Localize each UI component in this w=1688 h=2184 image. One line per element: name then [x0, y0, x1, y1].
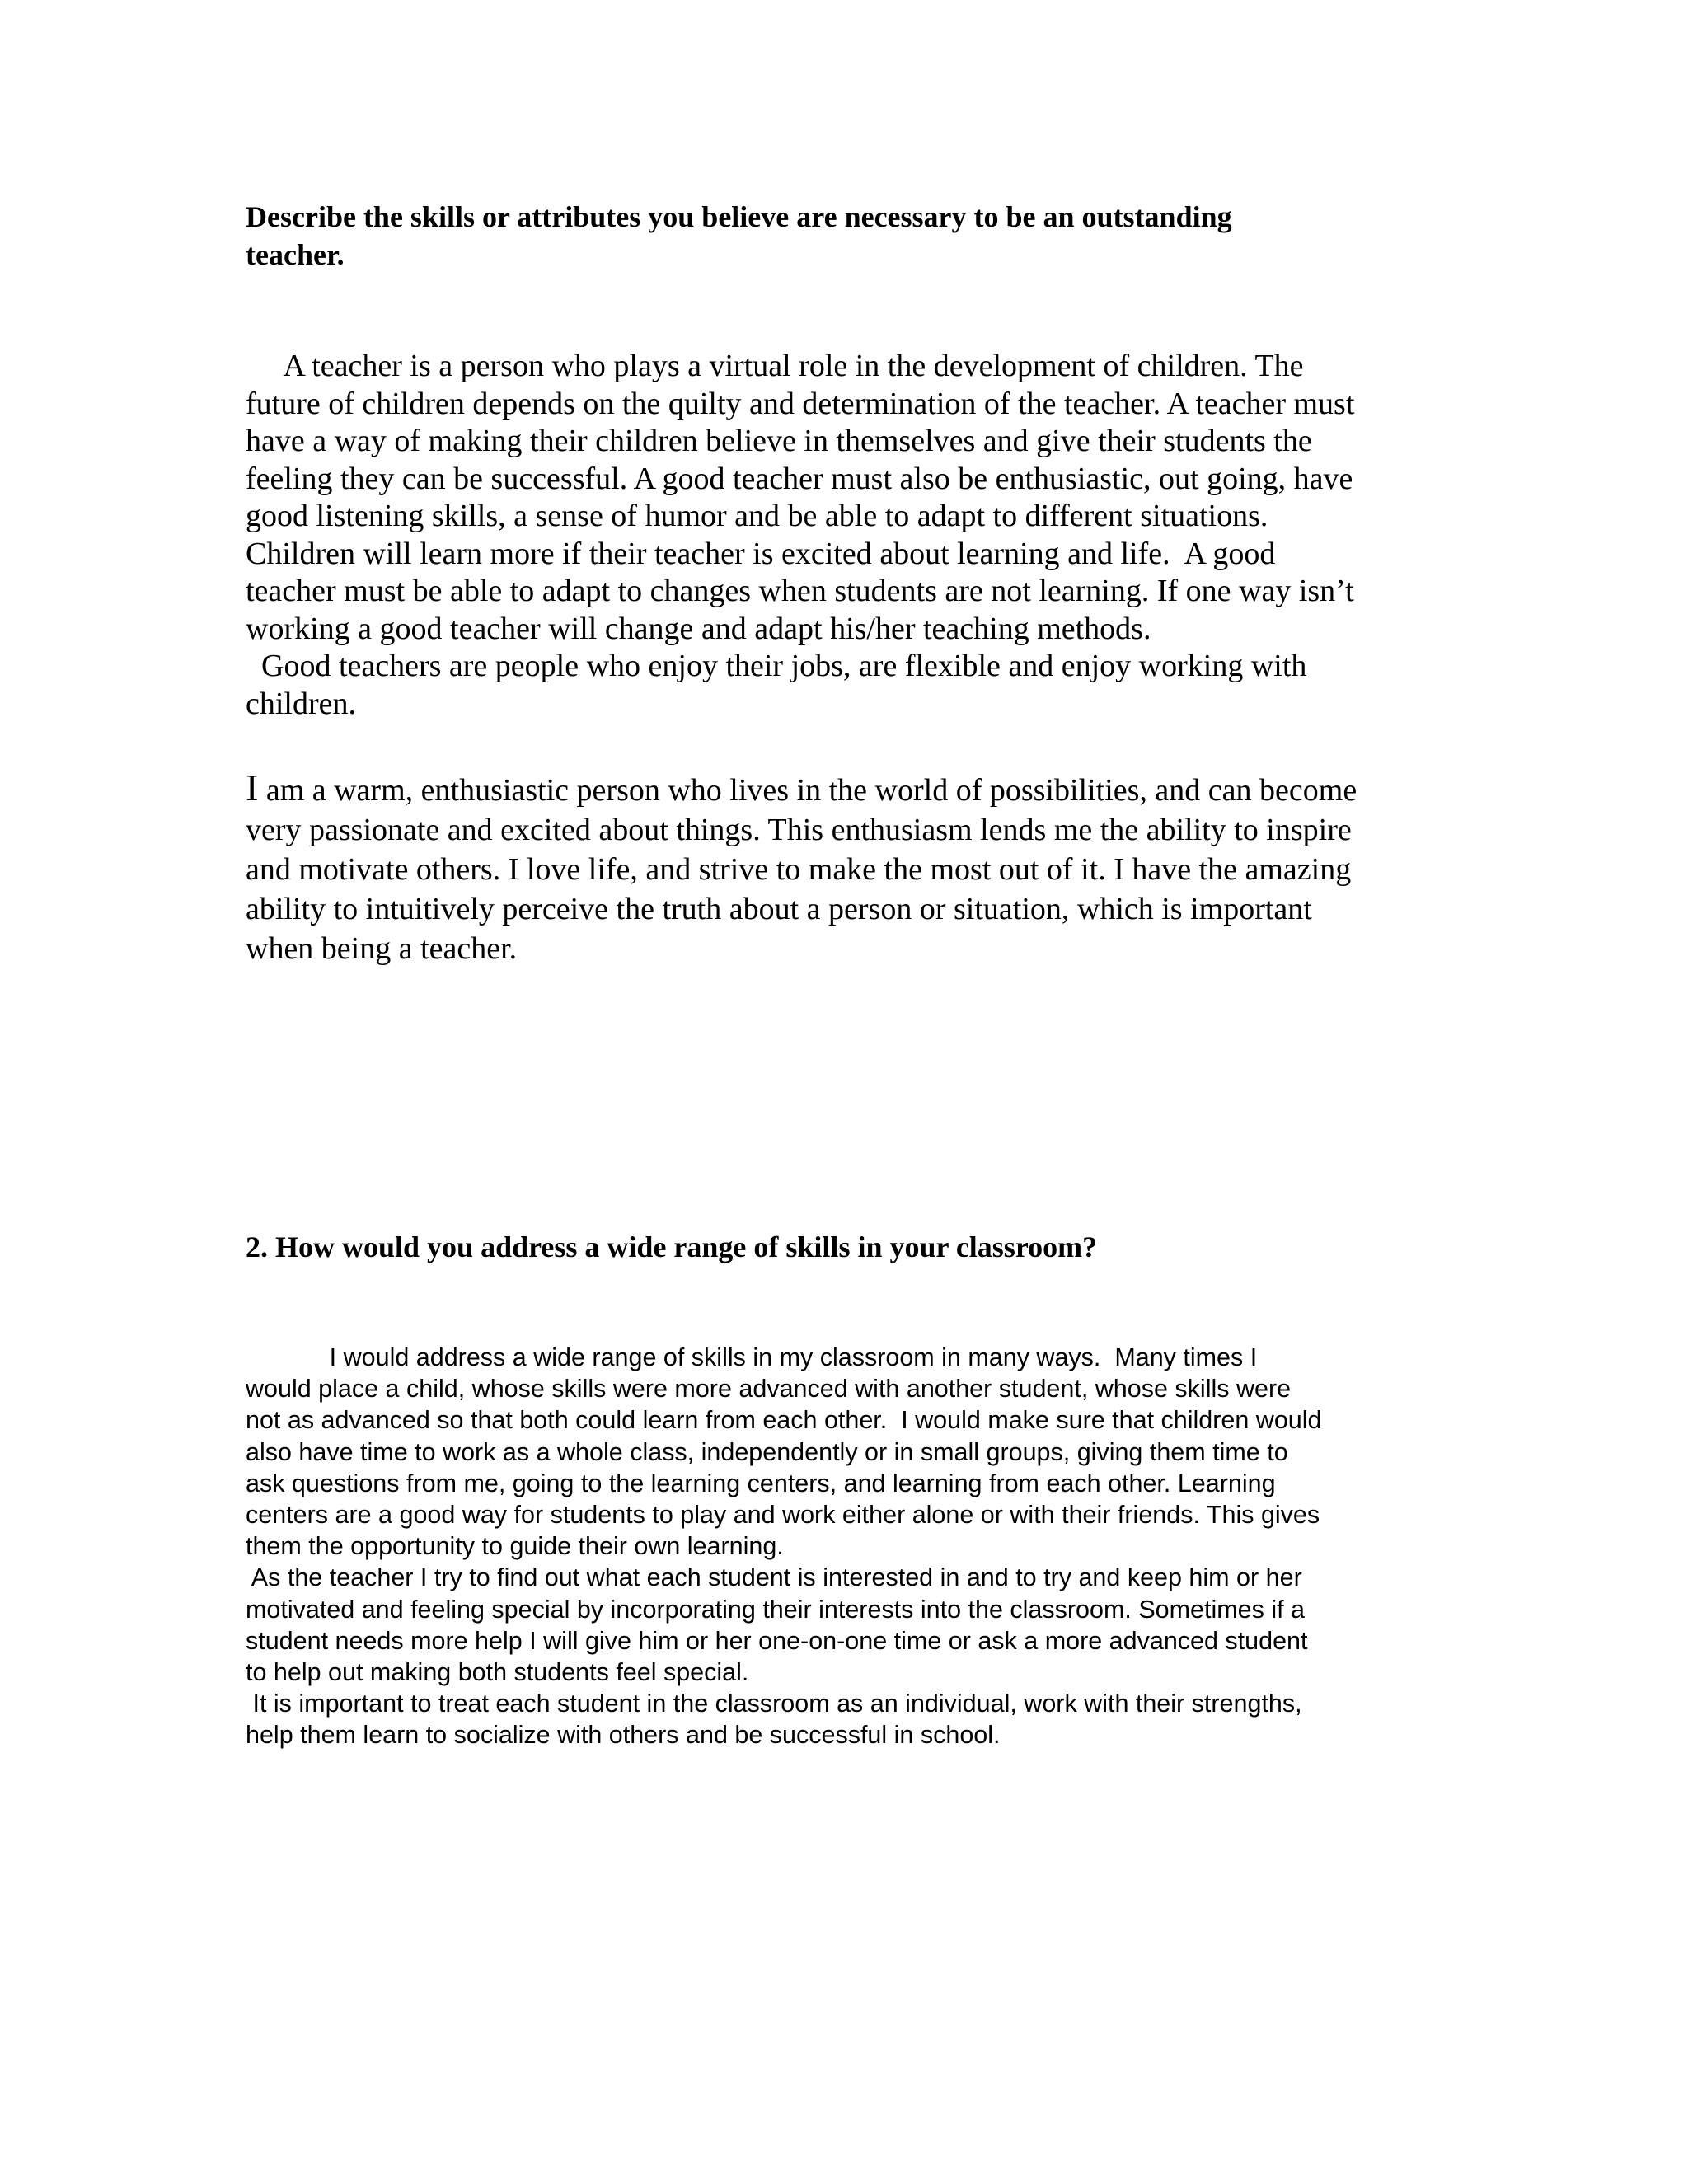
drop-letter: I: [246, 766, 259, 808]
paragraph-line: help them learn to socialize with others and be successful in school.: [246, 1721, 1001, 1750]
paragraph-line: Children will learn more if their teacher is excited about learning and life. A good: [246, 536, 1276, 571]
paragraph-line: It is important to treat each student in the classroom as an individual, work with their strengths,: [246, 1690, 1302, 1718]
paragraph-line: children.: [246, 686, 357, 721]
question-1-answer-paragraph-1: [246, 348, 1424, 723]
paragraph-line: feeling they can be successful. A good teacher must also be enthusiastic, out going, have: [246, 461, 1353, 496]
paragraph-line: As the teacher I try to find out what each student is interested in and to try and keep him or her: [246, 1563, 1302, 1592]
paragraph-line: not as advanced so that both could learn from each other. I would make sure that children would: [246, 1406, 1322, 1435]
paragraph-line: [246, 768, 1424, 810]
question-1-answer-paragraph-2: [246, 768, 1424, 968]
paragraph-line-text: am a warm, enthusiastic person who lives in the world of possibilities, and can become: [258, 773, 1357, 808]
paragraph-line: have a way of making their children believe in themselves and give their students the: [246, 424, 1312, 458]
paragraph-line: centers are a good way for students to play and work either alone or with their friends. This gives: [246, 1501, 1320, 1530]
paragraph-line: them the opportunity to guide their own learning.: [246, 1532, 784, 1561]
heading-line: 2. How would you address a wide range of skills in your classroom?: [246, 1230, 1098, 1263]
question-1-heading: [246, 198, 1424, 274]
paragraph-line: would place a child, whose skills were more advanced with another student, whose skills were: [246, 1375, 1292, 1404]
paragraph-line: and motivate others. I love life, and strive to make the most out of it. I have the amazing: [246, 852, 1352, 887]
question-2-heading: [246, 1228, 1424, 1266]
paragraph-line: ability to intuitively perceive the truth about a person or situation, which is important: [246, 892, 1312, 926]
question-2-answer: [246, 1342, 1424, 1751]
paragraph-line: also have time to work as a whole class, independently or in small groups, giving them time to: [246, 1437, 1288, 1466]
paragraph-line: teacher must be able to adapt to changes when students are not learning. If one way isn’t: [246, 574, 1354, 608]
paragraph-line: very passionate and excited about things. This enthusiasm lends me the ability to inspire: [246, 813, 1352, 847]
paragraph-line: student needs more help I will give him or her one-on-one time or ask a more advanced student: [246, 1626, 1308, 1655]
paragraph-line: motivated and feeling special by incorporating their interests into the classroom. Sometimes if a: [246, 1595, 1306, 1624]
paragraph-line: to help out making both students feel special.: [246, 1658, 749, 1687]
paragraph-line: I would address a wide range of skills in my classroom in many ways. Many times I: [246, 1343, 1258, 1371]
paragraph-line: Good teachers are people who enjoy their jobs, are flexible and enjoy working with: [246, 649, 1307, 683]
paragraph-line: ask questions from me, going to the learning centers, and learning from each other. Learning: [246, 1469, 1276, 1497]
paragraph-line: working a good teacher will change and adapt his/her teaching methods.: [246, 611, 1151, 646]
paragraph-line: future of children depends on the quilty and determination of the teacher. A teacher must: [246, 386, 1355, 421]
paragraph-line: A teacher is a person who plays a virtual role in the development of children. The: [246, 349, 1304, 383]
paragraph-line: good listening skills, a sense of humor and be able to adapt to different situations.: [246, 499, 1268, 533]
heading-line: Describe the skills or attributes you believe are necessary to be an outstanding: [246, 200, 1232, 233]
heading-line: teacher.: [246, 238, 345, 271]
paragraph-line: when being a teacher.: [246, 931, 518, 966]
